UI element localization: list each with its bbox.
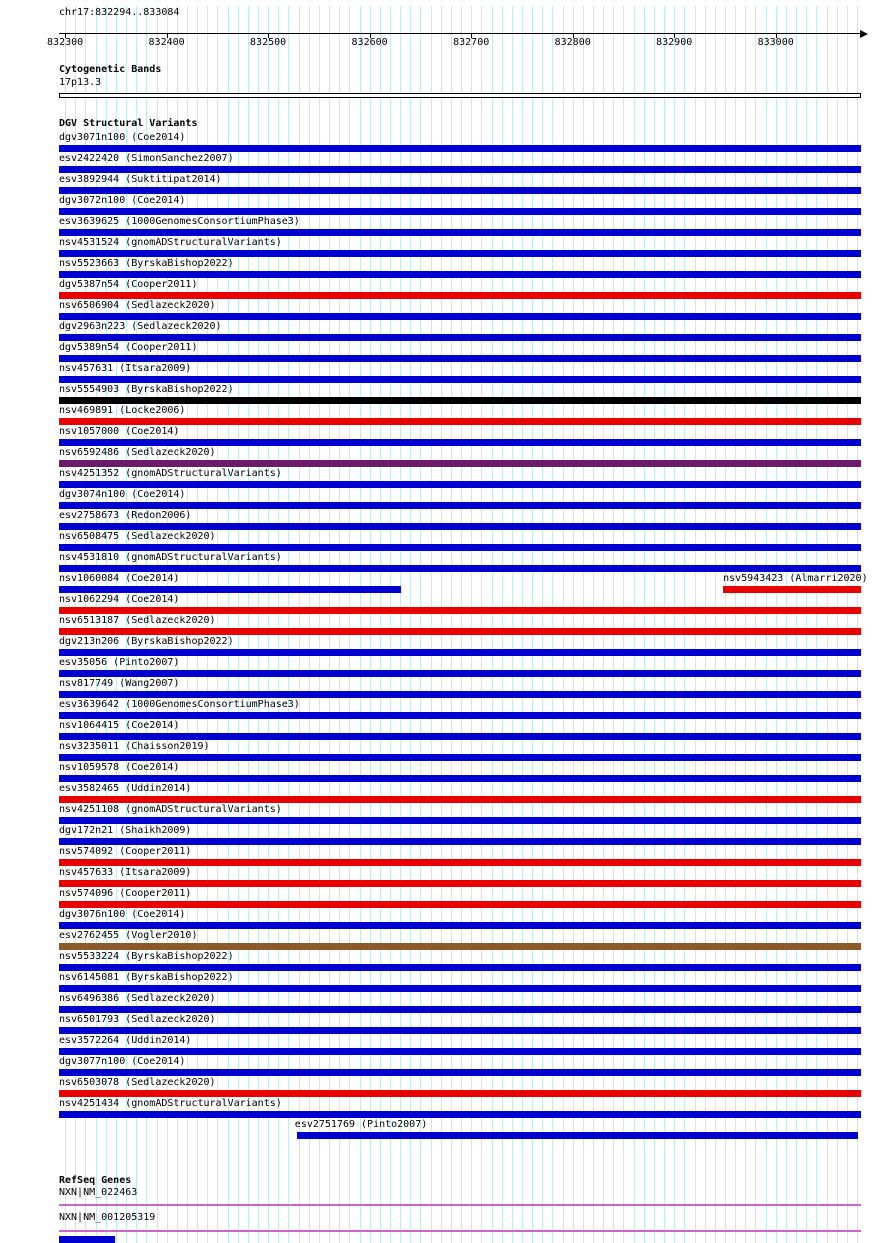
- ruler-tick-label: 832700: [453, 37, 490, 48]
- variant-label[interactable]: dgv3077n100 (Coe2014): [59, 1056, 186, 1067]
- variant-bar[interactable]: [59, 712, 861, 719]
- variant-bar[interactable]: [59, 775, 861, 782]
- variant-label[interactable]: nsv574096 (Cooper2011): [59, 888, 192, 899]
- variant-label[interactable]: esv3572264 (Uddin2014): [59, 1035, 192, 1046]
- variant-label[interactable]: nsv1057000 (Coe2014): [59, 426, 180, 437]
- variant-bar[interactable]: [59, 901, 861, 908]
- variant-bar[interactable]: [59, 964, 861, 971]
- cytoband-bar[interactable]: [59, 93, 861, 98]
- ruler-right-arrow-icon: [860, 30, 868, 38]
- variant-label[interactable]: nsv4251434 (gnomADStructuralVariants): [59, 1098, 282, 1109]
- variant-label[interactable]: nsv457633 (Itsara2009): [59, 867, 192, 878]
- variant-label[interactable]: nsv6508475 (Sedlazeck2020): [59, 531, 216, 542]
- gene-label-nm-022463[interactable]: NXN|NM_022463: [59, 1187, 138, 1198]
- variant-label[interactable]: esv2762455 (Vogler2010): [59, 930, 198, 941]
- variant-bar[interactable]: [59, 355, 861, 362]
- variant-label[interactable]: nsv6496386 (Sedlazeck2020): [59, 993, 216, 1004]
- gene-transcript-line[interactable]: [59, 1204, 861, 1206]
- variant-bar[interactable]: [59, 1111, 861, 1118]
- variant-bar[interactable]: [59, 859, 861, 866]
- ruler-tick-label: 832800: [554, 37, 591, 48]
- variant-label[interactable]: dgv3072n100 (Coe2014): [59, 195, 186, 206]
- variant-label[interactable]: nsv574092 (Cooper2011): [59, 846, 192, 857]
- variant-label[interactable]: dgv3074n100 (Coe2014): [59, 489, 186, 500]
- ruler-line: [59, 33, 861, 34]
- variant-bar[interactable]: [59, 796, 861, 803]
- variant-bar[interactable]: [59, 1006, 861, 1013]
- variant-label[interactable]: nsv5943423 (Almarri2020): [723, 573, 868, 584]
- variant-label[interactable]: nsv6501793 (Sedlazeck2020): [59, 1014, 216, 1025]
- variant-label[interactable]: dgv172n21 (Shaikh2009): [59, 825, 192, 836]
- variant-label[interactable]: esv35056 (Pinto2007): [59, 657, 180, 668]
- variant-bar[interactable]: [59, 1069, 861, 1076]
- variant-label[interactable]: nsv1059578 (Coe2014): [59, 762, 180, 773]
- variant-bar[interactable]: [59, 649, 861, 656]
- variant-bar[interactable]: [59, 334, 861, 341]
- cytoband-name: 17p13.3: [59, 77, 102, 88]
- variant-bar[interactable]: [59, 208, 861, 215]
- variant-label[interactable]: nsv4531810 (gnomADStructuralVariants): [59, 552, 282, 563]
- ruler-tick-label: 832900: [656, 37, 693, 48]
- ruler-tick-label: 833000: [757, 37, 794, 48]
- variant-bar[interactable]: [59, 502, 861, 509]
- ruler-tick-label: 832500: [250, 37, 287, 48]
- gene-label-nm-001205319[interactable]: NXN|NM_001205319: [59, 1212, 156, 1223]
- refseq-title: RefSeq Genes: [59, 1175, 132, 1186]
- variant-label[interactable]: esv3892944 (Suktitipat2014): [59, 174, 222, 185]
- variant-bar[interactable]: [59, 880, 861, 887]
- variant-bar[interactable]: [59, 985, 861, 992]
- variant-bar[interactable]: [59, 292, 861, 299]
- variant-label[interactable]: esv2751769 (Pinto2007): [294, 1119, 428, 1130]
- variant-label[interactable]: dgv5387n54 (Cooper2011): [59, 279, 198, 290]
- variant-bar[interactable]: [59, 565, 861, 572]
- variant-label[interactable]: dgv3076n100 (Coe2014): [59, 909, 186, 920]
- variant-bar[interactable]: [59, 1090, 861, 1097]
- variant-bar[interactable]: [59, 418, 861, 425]
- variant-bar[interactable]: [59, 733, 861, 740]
- variant-bar[interactable]: [59, 1027, 861, 1034]
- cytobands-title: Cytogenetic Bands: [59, 64, 162, 75]
- variant-label[interactable]: nsv6506904 (Sedlazeck2020): [59, 300, 216, 311]
- variant-label[interactable]: nsv3235011 (Chaisson2019): [59, 741, 210, 752]
- variant-bar[interactable]: [59, 166, 861, 173]
- variant-bar[interactable]: [59, 145, 861, 152]
- variant-bar[interactable]: [59, 460, 861, 467]
- variant-label[interactable]: esv3639642 (1000GenomesConsortiumPhase3): [59, 699, 300, 710]
- variant-label[interactable]: dgv2963n223 (Sedlazeck2020): [59, 321, 222, 332]
- variant-bar[interactable]: [59, 544, 861, 551]
- gene-exon-box[interactable]: [59, 1236, 115, 1243]
- variant-bar[interactable]: [59, 754, 861, 761]
- variant-bar[interactable]: [59, 817, 861, 824]
- variant-label[interactable]: nsv1060084 (Coe2014): [59, 573, 180, 584]
- variant-label[interactable]: nsv5533224 (ByrskaBishop2022): [59, 951, 234, 962]
- variant-label[interactable]: nsv6503078 (Sedlazeck2020): [59, 1077, 216, 1088]
- ruler-tick-label: 832300: [47, 37, 84, 48]
- variant-bar[interactable]: [59, 376, 861, 383]
- variant-bar[interactable]: [59, 586, 401, 593]
- variant-bar[interactable]: [59, 313, 861, 320]
- variant-bar[interactable]: [59, 607, 861, 614]
- variant-label[interactable]: esv2422420 (SimonSanchez2007): [59, 153, 234, 164]
- variant-bar[interactable]: [59, 628, 861, 635]
- variant-label[interactable]: esv3639625 (1000GenomesConsortiumPhase3): [59, 216, 300, 227]
- variant-bar[interactable]: [59, 481, 861, 488]
- variant-label[interactable]: esv2758673 (Redon2006): [59, 510, 192, 521]
- variant-label[interactable]: nsv5523663 (ByrskaBishop2022): [59, 258, 234, 269]
- variant-label[interactable]: nsv6513187 (Sedlazeck2020): [59, 615, 216, 626]
- variant-bar[interactable]: [59, 691, 861, 698]
- variant-label[interactable]: nsv4531524 (gnomADStructuralVariants): [59, 237, 282, 248]
- ruler-tick-label: 832600: [351, 37, 388, 48]
- variant-label[interactable]: nsv6145081 (ByrskaBishop2022): [59, 972, 234, 983]
- region-label: chr17:832294..833084: [59, 7, 180, 18]
- variant-label[interactable]: nsv5554903 (ByrskaBishop2022): [59, 384, 234, 395]
- variant-label[interactable]: esv3582465 (Uddin2014): [59, 783, 192, 794]
- dgv-title: DGV Structural Variants: [59, 118, 198, 129]
- variant-bar[interactable]: [59, 922, 861, 929]
- variant-label[interactable]: nsv457631 (Itsara2009): [59, 363, 192, 374]
- variant-label[interactable]: nsv469891 (Locke2006): [59, 405, 186, 416]
- variant-bar[interactable]: [297, 1132, 858, 1139]
- variant-bar[interactable]: [59, 271, 861, 278]
- variant-bar[interactable]: [59, 838, 861, 845]
- variant-label[interactable]: nsv4251352 (gnomADStructuralVariants): [59, 468, 282, 479]
- variant-bar[interactable]: [723, 586, 861, 593]
- variant-label[interactable]: dgv3071n100 (Coe2014): [59, 132, 186, 143]
- ruler-tick-label: 832400: [148, 37, 185, 48]
- variant-label[interactable]: nsv6592486 (Sedlazeck2020): [59, 447, 216, 458]
- variant-bar[interactable]: [59, 187, 861, 194]
- variant-bar[interactable]: [59, 670, 861, 677]
- variant-label[interactable]: dgv213n206 (ByrskaBishop2022): [59, 636, 234, 647]
- variant-label[interactable]: dgv5389n54 (Cooper2011): [59, 342, 198, 353]
- variant-bar[interactable]: [59, 943, 861, 950]
- variant-label[interactable]: nsv4251108 (gnomADStructuralVariants): [59, 804, 282, 815]
- variant-bar[interactable]: [59, 1048, 861, 1055]
- variant-label[interactable]: nsv1064415 (Coe2014): [59, 720, 180, 731]
- variant-bar[interactable]: [59, 229, 861, 236]
- variant-label[interactable]: nsv817749 (Wang2007): [59, 678, 180, 689]
- gene-transcript-line[interactable]: [59, 1230, 861, 1232]
- variant-bar[interactable]: [59, 523, 861, 530]
- variant-bar[interactable]: [59, 397, 861, 404]
- variant-label[interactable]: nsv1062294 (Coe2014): [59, 594, 180, 605]
- variant-bar[interactable]: [59, 439, 861, 446]
- variant-bar[interactable]: [59, 250, 861, 257]
